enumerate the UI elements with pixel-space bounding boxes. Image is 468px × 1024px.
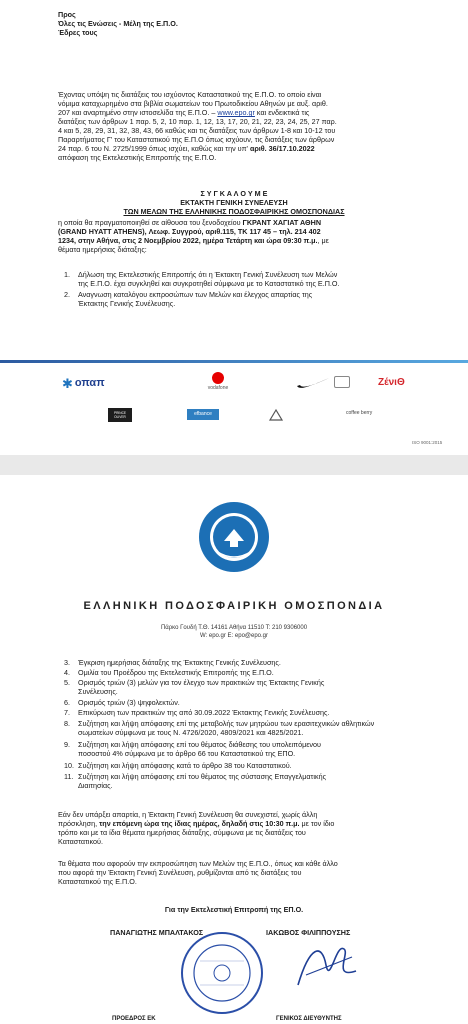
football-brand-logo (334, 376, 350, 388)
contact-line-2: W: epo.gr E: epo@epo.gr (199, 633, 269, 639)
recipient-line-2: Όλες τις Ενώσεις - Μέλη της Ε.Π.Ο. (58, 19, 178, 28)
representation-line: Καταστατικού της Ε.Π.Ο. (58, 877, 137, 886)
signer-left-role: ΠΡΟΕΔΡΟΣ ΕΚ (112, 1016, 156, 1022)
quorum-line: Καταστατικού. (58, 837, 103, 846)
quorum-line: Εάν δεν υπάρξει απαρτία, η Έκτακτη Γενική Συνέλευση θα συνεχιστεί, χωρίς άλλη (58, 810, 318, 819)
representation-line: Τα θέματα που αφορούν την εκπροσώπηση των Μελών της Ε.Π.Ο., όπως και κάθε άλλο (58, 859, 338, 868)
intro-line: Έχοντας υπόψη τις διατάξεις του ισχύοντος Καταστατικού της Ε.Π.Ο. το οποίο είναι (58, 90, 322, 99)
intro-line: απόφαση της Εκτελεστικής Επιτροπής της Ε.Π.Ο. (58, 153, 217, 162)
prince-oliver-logo: PRINCE OLIVER (108, 408, 132, 422)
sponsor-icon (268, 408, 284, 427)
recipient-line-3: Έδρες τους (58, 28, 98, 37)
star-icon: ✱ (62, 375, 73, 391)
official-stamp (180, 931, 264, 1020)
intro-line: Παραρτήματος Γ' του Καταστατικού της Ε.Π.Ο όπως ισχύουν, τις διατάξεις των άρθρων (58, 135, 335, 144)
sponsor-mark-icon (268, 408, 284, 422)
org-name: ΕΛΛΗΝΙΚΗ ΠΟΔΟΣΦΑΙΡΙΚΗ ΟΜΟΣΠΟΝΔΙΑ (83, 600, 385, 612)
agenda-item-2: 2. Αναγνωση καταλόγου εκπροσώπων των Μελών και έλεγχος απαρτίας της Έκτακτης Γενικής Συνέλευσης. (64, 290, 313, 309)
signature-scribble-icon (292, 935, 362, 995)
efbance-logo: efbance (187, 409, 219, 420)
signoff-line: Για την Εκτελεστική Επιτροπή της ΕΠ.Ο. (164, 905, 304, 914)
stamp-icon (180, 931, 264, 1015)
opap-logo: ✱ οπαπ (62, 375, 105, 391)
contact-line-1: Πάρκο Γουδή Τ.Θ. 14161 Αθήνα 11510 T: 210 9306000 (160, 625, 308, 631)
signer-right-role: ΓΕΝΙΚΟΣ ΔΙΕΥΘΥΝΤΗΣ (276, 1016, 342, 1022)
intro-line: 4 και 5, 28, 29, 31, 32, 38, 43, 66 καθώς και τις διατάξεις των άρθρων 1-8 και 10-12 του (58, 126, 336, 135)
agenda-item-1: 1. Δήλωση της Εκτελεστικής Επιτροπής ότι η Έκτακτη Γενική Συνέλευση των Μελών της Ε.Π.Ο. έχει συγκληθεί και συγκροτηθεί σύμφωνα με το Καταστατικό της Ε.Π.Ο. (64, 270, 340, 289)
intro-line: 24 παρ. 6 του Ν. 2725/1999 όπως ισχύει, καθώς και την υπ' αριθ. 36/17.10.2022 (58, 144, 315, 153)
intro-line: νόμιμα καταχωρημένο στα βιβλία σωματείων του Πρωτοδικείου Αθηνών με αυξ. αριθ. (58, 99, 328, 108)
iso-certification: ISO 9001:2015 (412, 440, 443, 445)
intro-line: 207 και αναρτημένο στην ιστοσελίδα της Ε.Π.Ο. – www.epo.gr και ενδεικτικά τις (58, 108, 310, 117)
venue-line: (GRAND HYATT ATHENS), Λεωφ. Συγγρού, αριθ.115, ΤΚ 117 45 – τηλ. 214 402 (58, 227, 321, 236)
representation-line: που αφορά την Έκτακτη Γενική Συνέλευση, ρυθμίζονται από τις διατάξεις του (58, 868, 302, 877)
signature-right (292, 935, 362, 1000)
vodafone-icon (212, 372, 224, 384)
quorum-line: τρόπο και με τα ίδια θέματα ημερήσιας διάταξης, σύμφωνα με τις διατάξεις του (58, 828, 306, 837)
recipient-line-1: Προς (58, 10, 76, 19)
venue-line: 1234, στην Αθήνα, στις 2 Νοεμβρίου 2022, ημέρα Τετάρτη και ώρα 09:30 π.μ., με (58, 236, 329, 245)
epo-website-link[interactable]: www.epo.gr (217, 108, 255, 117)
coffee-berry-logo: coffee berry (346, 410, 373, 416)
epo-emblem-icon (198, 501, 270, 573)
nike-swoosh-icon (296, 377, 330, 389)
footer-divider (0, 360, 468, 363)
signer-left-name: ΠΑΝΑΓΙΩΤΗΣ ΜΠΑΛΤΑΚΟΣ (110, 928, 204, 937)
page-separator (0, 455, 468, 475)
letter-page-2: ΕΛΛΗΝΙΚΗ ΠΟΔΟΣΦΑΙΡΙΚΗ ΟΜΟΣΠΟΝΔΙΑ Πάρκο Γουδή Τ.Θ. 14161 Αθήνα 11510 T: 210 9306000 W: epo.gr E: epo@epo.gr 3. Έγκριση ημερήσιας διάταξης της Έκτακτης Γενικής Συνέλευσης. 4. Ομιλία του Προέδρου της Εκτελεστικής Επιτροπής της Ε.Π.Ο. 5. Ορισμός τριών (3) μελών για τον έλεγχο των πρακτικών της Έκτακτης Γενικής Συνέλευσης. 6. Ορισμός τριών (3) ψηφολεκτών. 7. Επικύρωση των πρακτικών της από 30.09.2022 Έκτακτης Γενικής Συνέλευσης. 8. Συζήτηση και λήψη απόφασης επί της μεταβολής των μητρώου των ερασιτεχνικών αθλητικών σωματείων σύμφωνα με τους Ν. 4726/2020, 4809/2021 και 4825/2021. 9. Συζήτηση και λήψη απόφασης επί του θέματος διάθεσης του υπολειπόμενου ποσοστού 4% σύμφωνα με το άρθρο 66 του Καταστατικού της ΕΠΟ. 10. Συζήτηση και λήψη απόφασης κατά το άρθρο 38 του Καταστατικού. 11. Συζήτηση και λήψη απόφασης επί του θέματος της σύστασης Επαγγελματικής Διαιτησίας. Εάν δεν υπάρξει απαρτία, η Έκτακτη Γενική Συνέλευση θα συνεχιστεί, χωρίς άλλη πρόσκληση, την επόμενη ώρα της ίδιας ημέρας, δηλαδή στις 10:30 π.μ. με τον ίδιο τρόπο και με τα ίδια θέματα ημερήσιας διάταξης, σύμφωνα με τις διατάξεις του Καταστατικού. Τα θέματα που αφορούν την εκπροσώπηση των Μελών της Ε.Π.Ο., όπως και κάθε άλλο που αφορά την Έκτακτη Γενική Συνέλευση, ρυθμίζονται από τις διατάξεις του Καταστατικού της Ε.Π.Ο. Για την Εκτελεστική Επιτροπή της ΕΠ.Ο. ΠΑΝΑΓΙΩΤΗΣ ΜΠΑΛΤΑΚΟΣ ΙΑΚΩΒΟΣ ΦΙΛΙΠΠΟΥΣΗΣ ΠΡΟΕΔΡΟΣ ΕΚ ΓΕΝΙΚΟΣ ΔΙΕΥΘΥΝΤΗΣ (0, 475, 468, 1024)
letter-page-1 (0, 0, 468, 455)
vodafone-logo: vodafone (200, 372, 236, 391)
convene-subtitle-1: ΕΚΤΑΚΤΗ ΓΕΝΙΚΗ ΣΥΝΕΛΕΥΣΗ (180, 198, 288, 207)
venue-line: η οποία θα πραγματοποιηθεί σε αίθουσα του ξενοδοχείου ΓΚΡΑΝΤ ΧΑΓΙΑΤ ΑΘΗΝ (58, 218, 322, 227)
venue-line: θέματα ημερήσιας διάταξης: (58, 245, 147, 254)
convene-subtitle-2: ΤΩΝ ΜΕΛΩΝ ΤΗΣ ΕΛΛΗΝΙΚΗΣ ΠΟΔΟΣΦΑΙΡΙΚΗΣ ΟΜΟΣΠΟΝΔΙΑΣ (123, 207, 345, 216)
quorum-line: πρόσκληση, την επόμενη ώρα της ίδιας ημέρας, δηλαδή στις 10:30 π.μ. με τον ίδιο (58, 819, 335, 828)
signer-right-name: ΙΑΚΩΒΟΣ ΦΙΛΙΠΠΟΥΣΗΣ (266, 928, 351, 937)
nike-logo (296, 376, 330, 394)
zenith-logo: ΖένιΘ (378, 377, 405, 388)
epo-emblem (198, 501, 270, 578)
intro-line: διατάξεις των άρθρων 1 παρ. 5, 2, 10 παρ. 1, 12, 13, 17, 20, 21, 22, 23, 24, 25, 27 παρ. (58, 117, 337, 126)
convene-title: Σ Υ Γ Κ Α Λ Ο Υ Μ Ε (200, 189, 268, 198)
